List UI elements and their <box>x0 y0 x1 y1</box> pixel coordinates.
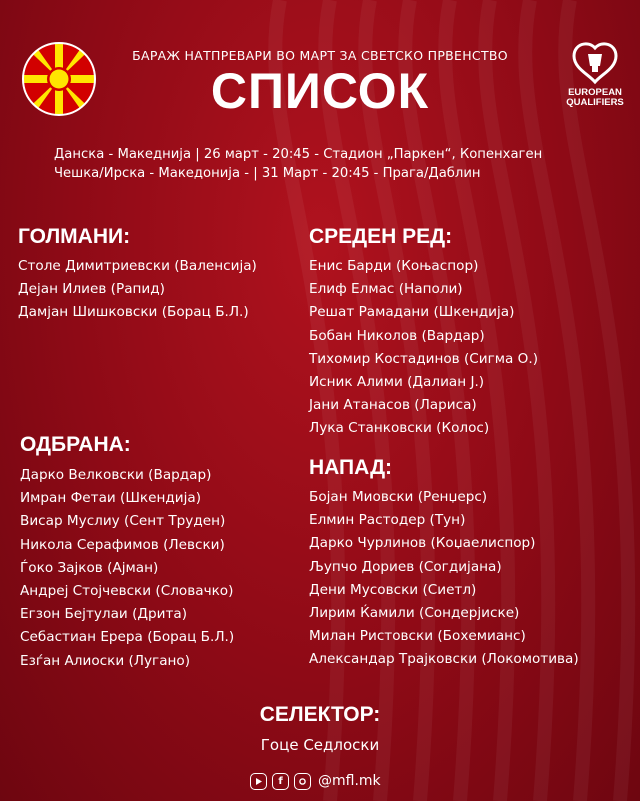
defenders-list <box>20 464 234 673</box>
player-item: Столе Димитриевски (Валенсија) <box>18 258 257 274</box>
match-info <box>54 145 614 183</box>
player-item: Александар Трајковски (Локомотива) <box>309 651 579 668</box>
player-item: Ѓоко Зајков (Ајман) <box>20 559 159 576</box>
player-item: Никола Серафимов (Левски) <box>20 536 225 553</box>
player-item: Елмин Растодер (Тун) <box>309 512 466 529</box>
social-links <box>250 770 381 792</box>
player-item: Лирим Ќамили (Сондерјиске) <box>309 605 520 622</box>
social-handle[interactable]: @mfl.mk <box>318 773 381 789</box>
logo-text-line1: EUROPEAN <box>568 87 622 98</box>
player-item: Бојан Миовски (Ренџерс) <box>309 489 488 505</box>
player-item: Себастиан Ерера (Борац Б.Л.) <box>20 629 235 646</box>
player-item: Милан Ристовски (Бохемианс) <box>309 628 526 645</box>
defenders-heading: ОДБРАНА: <box>20 433 131 456</box>
goalkeepers-heading: ГОЛМАНИ: <box>18 225 131 248</box>
subtitle: БАРАЖ НАТПРЕВАРИ ВО МАРТ ЗА СВЕТСКО ПРВЕНСТВО <box>132 48 508 63</box>
player-item: Дарко Велковски (Вардар) <box>20 467 212 483</box>
instagram-icon[interactable] <box>294 773 311 790</box>
coach-heading: СЕЛЕКТОР: <box>259 703 381 726</box>
match-line: Чешка/Ирска - Македонија - | 31 Март - 20:45 - Прага/Даблин <box>54 166 481 181</box>
player-item: Елиф Елмас (Наполи) <box>309 281 463 298</box>
player-item: Тихомир Костадинов (Сигма О.) <box>309 350 539 367</box>
match-line: Данска - Македнија | 26 март - 20:45 - Стадион „Паркен“, Копенхаген <box>54 147 543 162</box>
player-item: Лука Станковски (Колос) <box>309 420 490 437</box>
coach-name: Гоце Седлоски <box>260 736 380 754</box>
player-item: Висар Муслиу (Сент Труден) <box>20 513 226 530</box>
player-item: Дарко Чурлинов (Коџаелиспор) <box>309 535 536 552</box>
logo-text-line2: QUALIFIERS <box>566 97 624 108</box>
player-item: Езѓан Алиоски (Лугано) <box>20 652 191 669</box>
european-qualifiers-logo <box>552 42 638 116</box>
page-title: СПИСОК <box>210 63 430 119</box>
player-item: Исник Алими (Далиан Ј.) <box>309 374 485 391</box>
player-item: Енис Барди (Коњаспор) <box>309 258 479 274</box>
player-item: Решат Рамадани (Шкендија) <box>309 304 515 321</box>
forwards-list <box>309 486 579 672</box>
midfielders-list <box>309 255 538 441</box>
facebook-icon[interactable]: f <box>272 773 289 790</box>
player-item: Љупчо Дориев (Согдијана) <box>309 558 502 575</box>
player-item: Бобан Николов (Вардар) <box>309 327 485 344</box>
trophy-icon <box>552 42 638 86</box>
youtube-icon[interactable] <box>250 773 267 790</box>
player-item: Дамјан Шишковски (Борац Б.Л.) <box>18 304 249 321</box>
midfielders-heading: СРЕДЕН РЕД: <box>309 225 453 248</box>
player-item: Дени Мусовски (Сиетл) <box>309 581 477 598</box>
player-item: Јани Атанасов (Лариса) <box>309 397 477 414</box>
goalkeepers-list <box>18 255 257 325</box>
player-item: Дејан Илиев (Рапид) <box>18 281 165 298</box>
player-item: Имран Фетаи (Шкендија) <box>20 490 202 507</box>
player-item: Андреј Стојчевски (Словачко) <box>20 583 234 600</box>
player-item: Егзон Бејтулаи (Дрита) <box>20 606 188 623</box>
forwards-heading: НАПАД: <box>309 456 393 479</box>
